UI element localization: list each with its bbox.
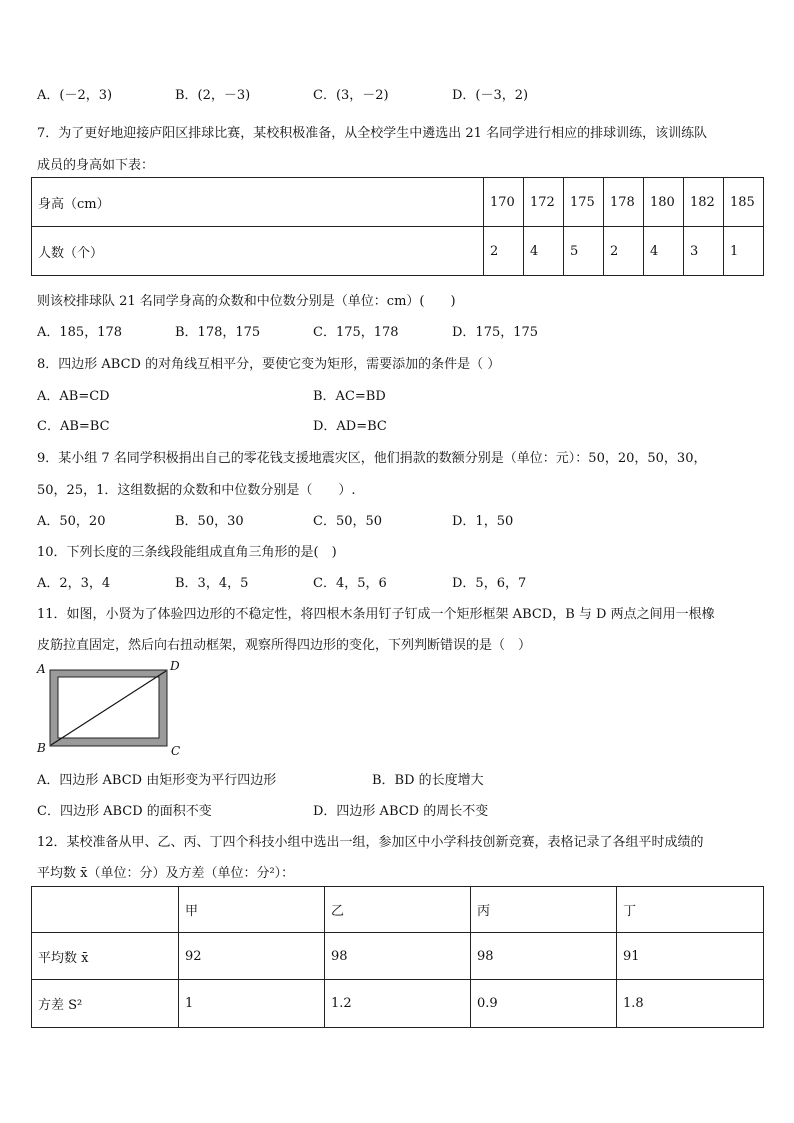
table-cell: 4 bbox=[524, 227, 564, 276]
q7-option-b: B．178，175 bbox=[175, 325, 261, 340]
q7-question: 则该校排球队 21 名同学身高的众数和中位数分别是（单位：cm）( ) bbox=[37, 294, 456, 309]
q8-stem: 8．四边形 ABCD 的对角线互相平分，要使它变为矩形，需要添加的条件是（ ） bbox=[37, 357, 501, 372]
table-cell: 2 bbox=[604, 227, 644, 276]
table-cell: 98 bbox=[471, 933, 617, 980]
table-cell: 3 bbox=[684, 227, 724, 276]
q12-stem-line1: 12．某校准备从甲、乙、丙、丁四个科技小组中选出一组，参加区中小学科技创新竞赛，表格记录了各组平时成绩的 bbox=[37, 835, 704, 850]
q6-option-a: A．(－2，3) bbox=[37, 88, 113, 103]
table-cell: 2 bbox=[484, 227, 524, 276]
q9-stem-line1: 9．某小组 7 名同学积极捐出自己的零花钱支援地震灾区，他们捐款的数额分别是（单位：元）：50，20，50，30， bbox=[37, 451, 707, 466]
table-header-cell bbox=[32, 887, 179, 933]
table-cell: 182 bbox=[684, 178, 724, 227]
table-row-label: 方差 S² bbox=[32, 980, 179, 1028]
q9-option-b: B．50，30 bbox=[175, 514, 244, 529]
table-cell: 91 bbox=[617, 933, 764, 980]
q8-option-c: C．AB=BC bbox=[37, 419, 110, 434]
q11-option-c: C．四边形 ABCD 的面积不变 bbox=[37, 804, 212, 819]
q8-option-d: D．AD=BC bbox=[313, 419, 387, 434]
table-cell: 4 bbox=[644, 227, 684, 276]
q12-stem-line2: 平均数 x̄（单位：分）及方差（单位：分²）： bbox=[37, 866, 295, 881]
rectangle-frame-figure bbox=[36, 660, 186, 760]
table-cell: 0.9 bbox=[471, 980, 617, 1028]
vertex-label-c: C bbox=[171, 744, 181, 758]
q11-option-a: A．四边形 ABCD 由矩形变为平行四边形 bbox=[37, 773, 277, 788]
table-header-cell: 丁 bbox=[617, 887, 764, 933]
table-row-label: 平均数 x̄ bbox=[32, 933, 179, 980]
table-cell: 185 bbox=[724, 178, 764, 227]
table-cell: 1.8 bbox=[617, 980, 764, 1028]
table-header-cell: 乙 bbox=[325, 887, 471, 933]
q7-option-d: D．175，175 bbox=[452, 325, 539, 340]
q9-stem-line2: 50，25，1．这组数据的众数和中位数分别是（ ）. bbox=[37, 483, 356, 498]
table-cell: 180 bbox=[644, 178, 684, 227]
q7-stem-line1: 7．为了更好地迎接庐阳区排球比赛，某校积极准备，从全校学生中遴选出 21 名同学进行相应的排球训练，该训练队 bbox=[37, 126, 708, 141]
q11-option-b: B．BD 的长度增大 bbox=[372, 773, 484, 788]
q7-option-a: A．185，178 bbox=[37, 325, 123, 340]
table-cell: 5 bbox=[564, 227, 604, 276]
q10-option-b: B．3，4，5 bbox=[175, 576, 249, 591]
table-cell: 172 bbox=[524, 178, 564, 227]
table-row bbox=[32, 227, 764, 276]
q7-option-c: C．175，178 bbox=[313, 325, 399, 340]
q6-option-c: C．(3，－2) bbox=[313, 88, 389, 103]
q7-height-table bbox=[31, 177, 764, 276]
vertex-label-a: A bbox=[37, 662, 46, 676]
table-cell: 178 bbox=[604, 178, 644, 227]
q9-option-c: C．50，50 bbox=[313, 514, 383, 529]
q10-option-a: A．2，3，4 bbox=[37, 576, 111, 591]
q10-option-d: D．5，6，7 bbox=[452, 576, 527, 591]
table-row-label: 人数（个） bbox=[32, 227, 484, 276]
frame-diagram bbox=[36, 660, 186, 760]
table-cell: 1.2 bbox=[325, 980, 471, 1028]
q10-stem: 10．下列长度的三条线段能组成直角三角形的是( ) bbox=[37, 545, 337, 560]
q8-option-a: A．AB=CD bbox=[37, 389, 110, 404]
vertex-label-d: D bbox=[170, 659, 180, 673]
table-header-cell: 甲 bbox=[179, 887, 325, 933]
vertex-label-b: B bbox=[37, 741, 46, 755]
q10-option-c: C．4，5，6 bbox=[313, 576, 387, 591]
q11-option-d: D．四边形 ABCD 的周长不变 bbox=[313, 804, 489, 819]
q11-stem-line1: 11．如图，小贤为了体验四边形的不稳定性，将四根木条用钉子钉成一个矩形框架 ABCD，B 与 D 两点之间用一根橡 bbox=[37, 607, 715, 622]
table-row-label: 身高（cm） bbox=[32, 178, 484, 227]
table-cell: 170 bbox=[484, 178, 524, 227]
table-header-cell: 丙 bbox=[471, 887, 617, 933]
table-row bbox=[32, 980, 764, 1028]
q11-stem-line2: 皮筋拉直固定，然后向右扭动框架，观察所得四边形的变化，下列判断错误的是（ ） bbox=[37, 638, 532, 653]
table-row bbox=[32, 933, 764, 980]
q9-option-d: D．1，50 bbox=[452, 514, 514, 529]
q7-stem-line2: 成员的身高如下表： bbox=[37, 158, 155, 173]
q9-option-a: A．50，20 bbox=[37, 514, 106, 529]
table-cell: 92 bbox=[179, 933, 325, 980]
table-cell: 98 bbox=[325, 933, 471, 980]
q12-score-table bbox=[31, 886, 764, 1028]
q6-option-d: D．(－3，2) bbox=[452, 88, 529, 103]
q8-option-b: B．AC=BD bbox=[313, 389, 386, 404]
table-cell: 175 bbox=[564, 178, 604, 227]
table-cell: 1 bbox=[724, 227, 764, 276]
q6-option-b: B．(2，－3) bbox=[175, 88, 251, 103]
table-cell: 1 bbox=[179, 980, 325, 1028]
table-header-row bbox=[32, 887, 764, 933]
table-row bbox=[32, 178, 764, 227]
